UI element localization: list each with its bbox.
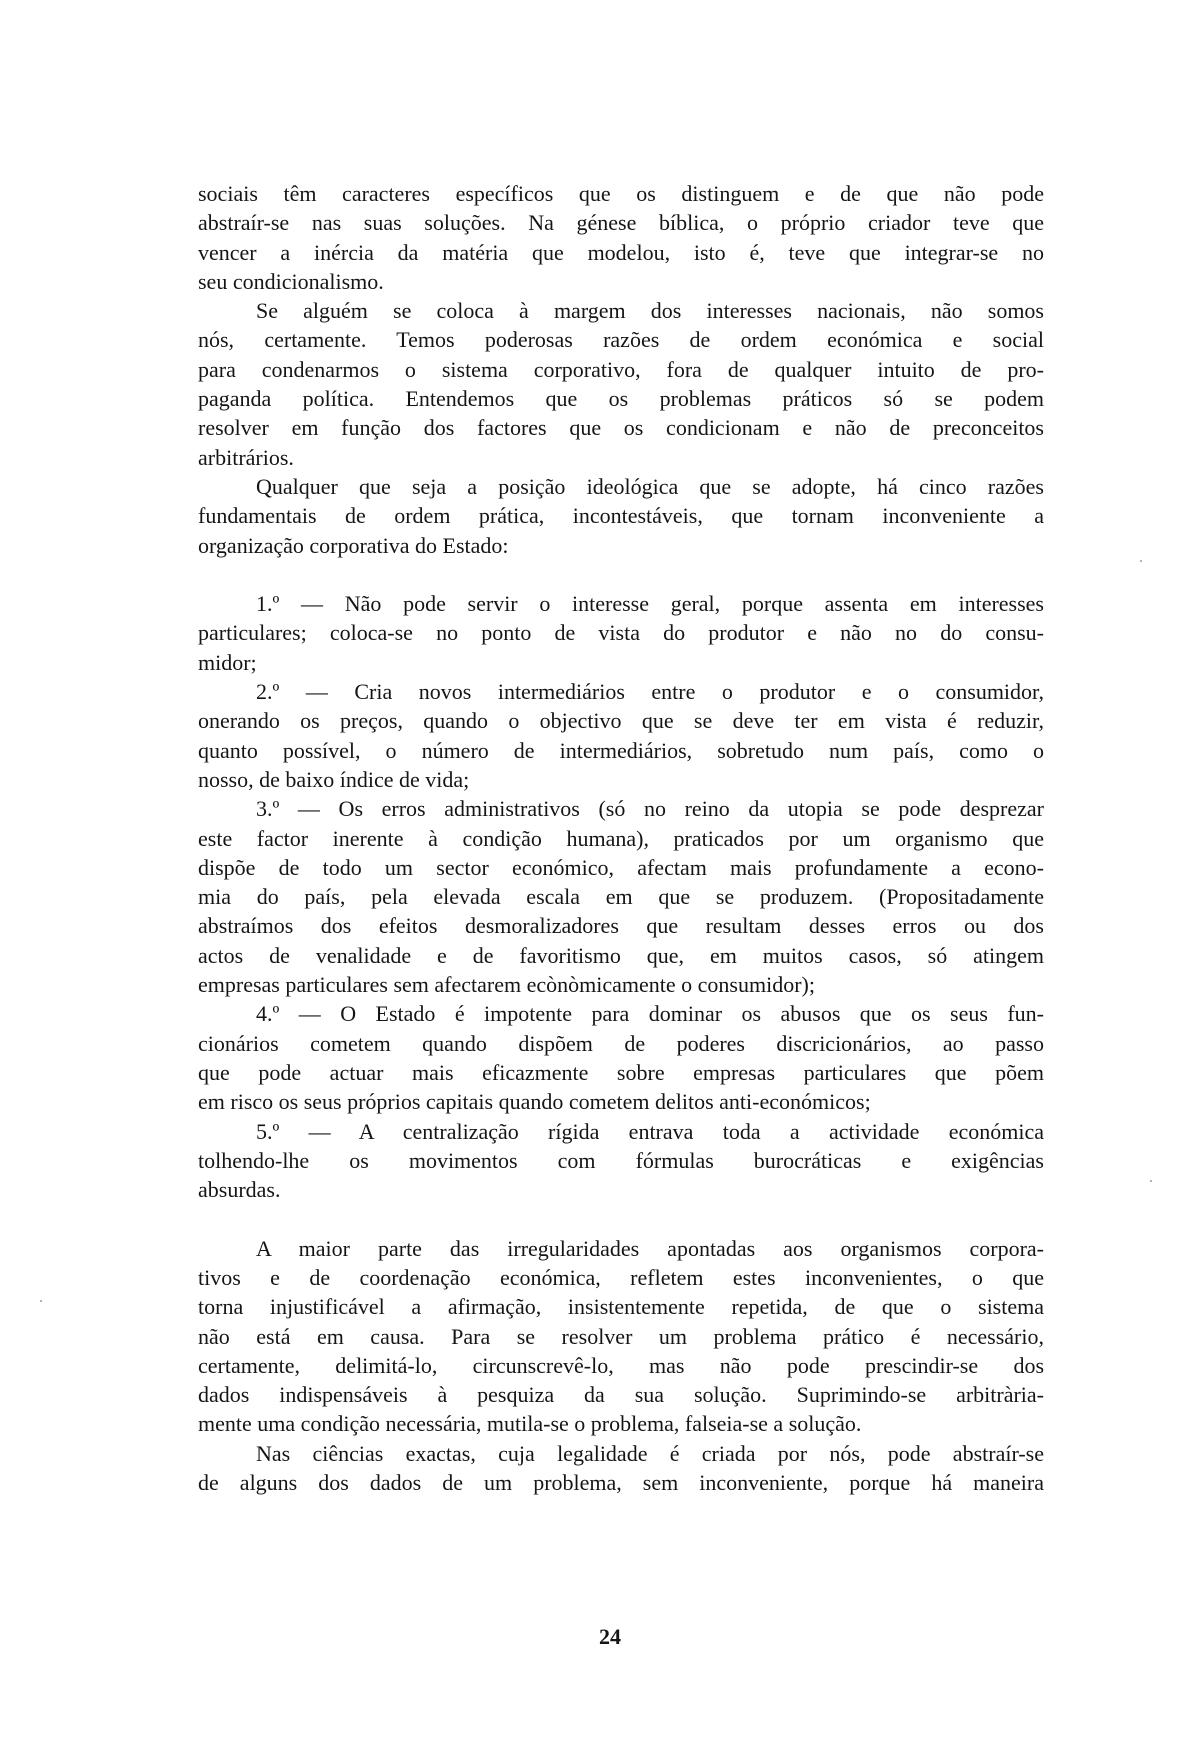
paragraph-spacer <box>198 1204 1044 1233</box>
paragraph <box>198 1439 1044 1498</box>
scan-speck <box>1140 560 1142 562</box>
paragraph <box>198 296 1044 472</box>
text-line: tivos e de coordenação económica, refletem estes inconvenientes, o que <box>198 1264 1044 1290</box>
numbered-item <box>198 794 1044 999</box>
numbered-item <box>198 1117 1044 1205</box>
text-line: fundamentais de ordem prática, incontestáveis, que tornam inconveniente a <box>198 503 1044 529</box>
text-line: certamente, delimitá-lo, circunscrevê-lo, mas não pode prescindir-se dos <box>198 1352 1044 1378</box>
text-line: 2.º — Cria novos intermediários entre o produtor e o consumidor, <box>256 679 1044 705</box>
text-line: não está em causa. Para se resolver um problema prático é necessário, <box>198 1323 1044 1349</box>
text-line: absurdas. <box>198 1177 281 1203</box>
paragraph <box>198 179 1044 296</box>
text-line: Qualquer que seja a posição ideológica que se adopte, há cinco razões <box>256 473 1044 499</box>
text-line: torna injustificável a afirmação, insistentemente repetida, de que o sistema <box>198 1294 1044 1320</box>
numbered-item <box>198 589 1044 677</box>
text-line: abstraír-se nas suas soluções. Na génese bíblica, o próprio criador teve que <box>198 210 1044 236</box>
paragraph <box>198 1234 1044 1439</box>
text-line: organização corporativa do Estado: <box>198 532 509 558</box>
text-line: cionários cometem quando dispõem de poderes discricionários, ao passo <box>198 1030 1044 1056</box>
text-line: empresas particulares sem afectarem ecònòmicamente o consumidor); <box>198 972 815 998</box>
text-line: nosso, de baixo índice de vida; <box>198 766 470 792</box>
text-line: este factor inerente à condição humana), praticados por um organismo que <box>198 825 1044 851</box>
text-line: resolver em função dos factores que os condicionam e não de preconceitos <box>198 415 1044 441</box>
text-line: arbitrários. <box>198 444 294 470</box>
text-line: tolhendo-lhe os movimentos com fórmulas burocráticas e exigências <box>198 1147 1044 1173</box>
text-line: dispõe de todo um sector económico, afectam mais profundamente a econo- <box>198 854 1044 880</box>
text-line: de alguns dos dados de um problema, sem inconveniente, porque há maneira <box>198 1470 1044 1496</box>
text-line: 5.º — A centralização rígida entrava toda a actividade económica <box>256 1118 1044 1144</box>
text-line: que pode actuar mais eficazmente sobre empresas particulares que põem <box>198 1059 1044 1085</box>
text-line: midor; <box>198 649 257 675</box>
text-line: Nas ciências exactas, cuja legalidade é criada por nós, pode abstraír-se <box>256 1440 1044 1466</box>
text-line: para condenarmos o sistema corporativo, fora de qualquer intuito de pro- <box>198 356 1044 382</box>
text-line: mia do país, pela elevada escala em que se produzem. (Propositadamente <box>198 884 1044 910</box>
page-body <box>198 179 1044 1497</box>
text-line: mente uma condição necessária, mutila-se o problema, falseia-se a solução. <box>198 1411 862 1437</box>
paragraph <box>198 472 1044 560</box>
text-line: paganda política. Entendemos que os problemas práticos só se podem <box>198 386 1044 412</box>
text-line: 1.º — Não pode servir o interesse geral, porque assenta em interesses <box>256 591 1044 617</box>
text-line: vencer a inércia da matéria que modelou, isto é, teve que integrar-se no <box>198 239 1044 265</box>
numbered-item <box>198 999 1044 1116</box>
scan-speck <box>1150 1180 1152 1182</box>
scan-speck <box>40 1300 42 1302</box>
text-line: onerando os preços, quando o objectivo que se deve ter em vista é reduzir, <box>198 708 1044 734</box>
text-line: abstraímos dos efeitos desmoralizadores que resultam desses erros ou dos <box>198 913 1044 939</box>
text-line: A maior parte das irregularidades apontadas aos organismos corpora- <box>256 1235 1044 1261</box>
text-line: 4.º — O Estado é impotente para dominar os abusos que os seus fun- <box>256 1001 1044 1027</box>
text-line: seu condicionalismo. <box>198 268 384 294</box>
numbered-item <box>198 677 1044 794</box>
text-line: Se alguém se coloca à margem dos interesses nacionais, não somos <box>256 298 1044 324</box>
text-line: particulares; coloca-se no ponto de vista do produtor e não no do consu- <box>198 620 1044 646</box>
text-line: em risco os seus próprios capitais quando cometem delitos anti-económicos; <box>198 1089 871 1115</box>
paragraph-spacer <box>198 560 1044 589</box>
text-line: dados indispensáveis à pesquiza da sua solução. Suprimindo-se arbitrària- <box>198 1382 1044 1408</box>
text-line: actos de venalidade e de favoritismo que, em muitos casos, só atingem <box>198 942 1044 968</box>
text-line: sociais têm caracteres específicos que os distinguem e de que não pode <box>198 181 1044 206</box>
text-line: quanto possível, o número de intermediários, sobretudo num país, como o <box>198 737 1044 763</box>
text-line: nós, certamente. Temos poderosas razões de ordem económica e social <box>198 327 1044 353</box>
text-line: 3.º — Os erros administrativos (só no reino da utopia se pode desprezar <box>256 796 1044 822</box>
page-number: 24 <box>599 1624 621 1649</box>
